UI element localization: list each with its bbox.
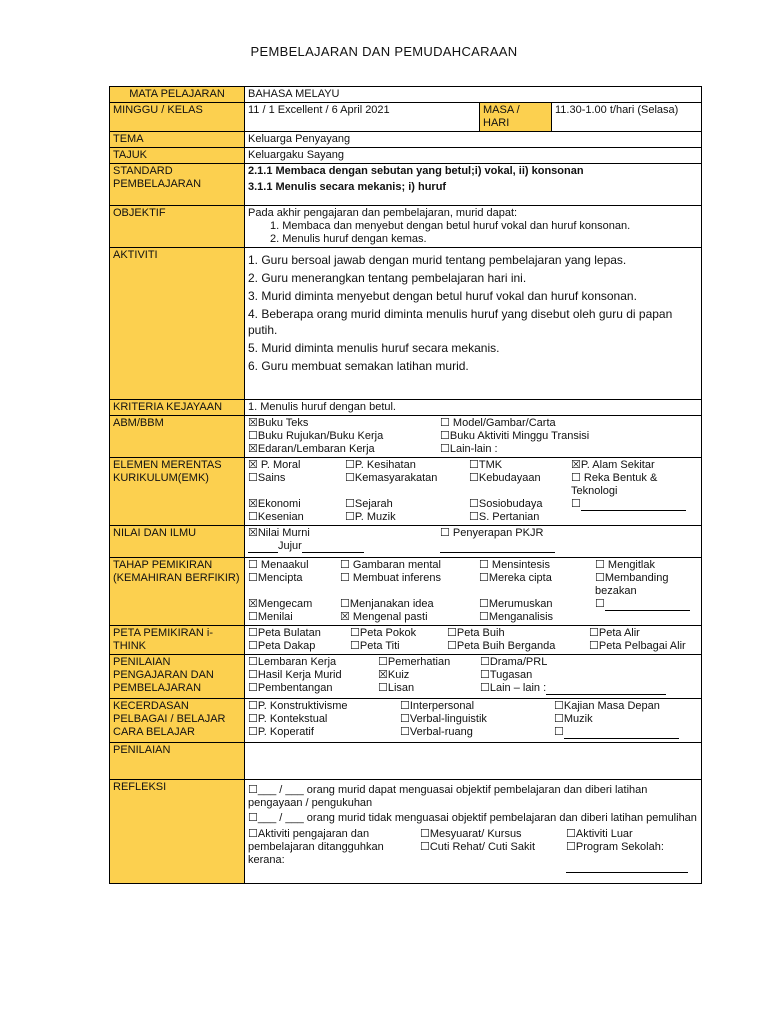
nilai-murni-option[interactable]: ☒Nilai Murni [248,527,310,539]
refleksi-mesyuarat[interactable]: ☐Mesyuarat/ Kursus [420,828,522,840]
abm-label: ABM/BBM [110,416,245,458]
tahap-option[interactable]: ☐Mencipta [248,572,303,584]
penilaian-option[interactable]: ☐Lembaran Kerja [248,656,337,668]
lesson-plan-table [109,86,702,884]
masa-value: 11.30-1.00 t/hari (Selasa) [552,103,702,132]
abm-value [245,416,702,458]
penilaian-pdp-value [245,655,702,699]
peta-option[interactable]: ☐Peta Pelbagai Alir [589,640,686,652]
emk-option[interactable]: ☐Sosiobudaya [469,498,543,510]
emk-option[interactable]: ☒Ekonomi [248,498,301,510]
peta-value [245,626,702,655]
objektif-item: 1. Membaca dan menyebut dengan betul huruf vokal dan huruf konsonan. [270,220,631,232]
abm-option[interactable]: ☐Buku Rujukan/Buku Kerja [248,430,384,442]
kriteria-label: KRITERIA KEJAYAAN [110,400,245,416]
kecerdasan-option[interactable]: ☐P. Kontekstual [248,713,328,725]
tahap-option[interactable]: ☐ Mengitlak [595,559,655,571]
kecerdasan-value [245,699,702,743]
refleksi-ditangguhkan[interactable]: ☐Aktiviti pengajaran dan pembelajaran ditangguhkan kerana: [248,828,384,866]
row-penilaian-pdp [110,655,702,699]
kecerdasan-option[interactable]: ☐Verbal-linguistik [400,713,487,725]
tahap-option[interactable]: ☐Mereka cipta [479,572,552,584]
pkjr-blank-line [440,540,698,553]
row-standard [110,164,702,206]
tahap-value [245,558,702,626]
aktiviti-item: 3. Murid diminta menyebut dengan betul huruf vokal dan huruf konsonan. [248,289,637,303]
row-kriteria [110,400,702,416]
penilaian-option[interactable]: ☐Tugasan [480,669,533,681]
standard-value [245,164,702,206]
abm-option[interactable]: ☒Buku Teks [248,417,309,429]
tahap-option[interactable]: ☐Menjanakan idea [340,598,434,610]
penilaian-option[interactable]: ☐Pembentangan [248,682,333,694]
row-peta [110,626,702,655]
standard-item: 2.1.1 Membaca dengan sebutan yang betul;i) vokal, ii) konsonan [248,165,584,177]
tahap-option[interactable]: ☒ Mengenal pasti [340,611,428,623]
penilaian-option[interactable]: ☐Pemerhatian [378,656,451,668]
refleksi-col3 [566,828,698,873]
objektif-intro: Pada akhir pengajaran dan pembelajaran, murid dapat: [248,207,518,219]
nilai-label: NILAI DAN ILMU [110,526,245,558]
tahap-option[interactable]: ☐ Gambaran mental [340,559,441,571]
row-mata-pelajaran [110,87,702,103]
refleksi-line-pengayaan[interactable]: ☐___ / ___ orang murid dapat menguasai objektif pembelajaran dan diberi latihan pengayaan / pengukuhan [248,784,648,809]
tajuk-value: Keluargaku Sayang [245,148,702,164]
objektif-label: OBJEKTIF [110,206,245,248]
abm-option[interactable]: ☐ Model/Gambar/Carta [440,417,556,429]
page-title: PEMBELAJARAN DAN PEMUDAHCARAAN [250,44,518,59]
row-emk [110,458,702,526]
peta-option[interactable]: ☐Peta Bulatan [248,627,321,639]
kecerdasan-option[interactable]: ☐Verbal-ruang [400,726,473,738]
objektif-value [245,206,702,248]
emk-option[interactable]: ☐Sejarah [345,498,393,510]
penilaian-pdp-label: PENILAIAN PENGAJARAN DAN PEMBELAJARAN [110,655,245,699]
row-abm [110,416,702,458]
standard-item: 3.1.1 Menulis secara mekanis; i) huruf [248,181,447,193]
tahap-label: TAHAP PEMIKIRAN (KEMAHIRAN BERFIKIR) [110,558,245,626]
mata-pelajaran-value: BAHASA MELAYU [245,87,702,103]
abm-option[interactable]: ☐Lain-lain : [440,443,498,455]
emk-label: ELEMEN MERENTAS KURIKULUM(EMK) [110,458,245,526]
penilaian-option[interactable]: ☒Kuiz [378,669,410,681]
penilaian-label: PENILAIAN [110,743,245,780]
tema-value: Keluarga Penyayang [245,132,702,148]
tahap-option[interactable]: ☐ Menaakul [248,559,309,571]
refleksi-line-pemulihan[interactable]: ☐___ / ___ orang murid tidak menguasai objektif pembelajaran dan diberi latihan pemulihan [248,812,697,824]
masa-label: MASA / HARI [480,103,552,132]
tahap-option[interactable]: ☐ Membuat inferens [340,572,441,584]
aktiviti-value [245,248,702,400]
row-tema [110,132,702,148]
peta-option[interactable]: ☐Peta Dakap [248,640,316,652]
refleksi-program-sekolah[interactable]: ☐Program Sekolah: [566,841,664,853]
row-tahap [110,558,702,626]
pkjr-option[interactable]: ☐ Penyerapan PKJR [440,527,544,539]
emk-option[interactable]: ☐ Reka Bentuk & Teknologi [571,472,658,497]
kecerdasan-option-other[interactable]: ☐ [554,726,698,739]
nilai-jujur-line: Jujur [248,540,438,553]
penilaian-option[interactable]: ☐Hasil Kerja Murid [248,669,342,681]
emk-empty [571,511,698,524]
tahap-empty [595,611,698,624]
abm-option[interactable]: ☒Edaran/Lembaran Kerja [248,443,375,455]
tahap-option[interactable]: ☐Menilai [248,611,293,623]
emk-option[interactable]: ☐P. Muzik [345,511,396,523]
tahap-option[interactable]: ☐ Mensintesis [479,559,550,571]
aktiviti-item: 5. Murid diminta menulis huruf secara mekanis. [248,341,500,355]
row-kecerdasan [110,699,702,743]
penilaian-option-other[interactable]: ☐Lain – lain : [480,682,698,695]
kecerdasan-label: KECERDASAN PELBAGAI / BELAJAR CARA BELAJAR [110,699,245,743]
kecerdasan-option[interactable]: ☐P. Koperatif [248,726,314,738]
tahap-option[interactable]: ☐Membanding bezakan [595,572,669,597]
row-refleksi [110,780,702,884]
abm-option[interactable]: ☐Buku Aktiviti Minggu Transisi [440,430,590,442]
kecerdasan-option[interactable]: ☐Kajian Masa Depan [554,700,660,712]
emk-option[interactable]: ☐Kesenian [248,511,304,523]
minggu-value: 11 / 1 Excellent / 6 April 2021 [245,103,480,132]
refleksi-label: REFLEKSI [110,780,245,884]
peta-option[interactable]: ☐Peta Buih [447,627,505,639]
penilaian-option[interactable]: ☐Drama/PRL [480,656,548,668]
refleksi-col2 [420,828,566,873]
standard-label: STANDARD PEMBELAJARAN [110,164,245,206]
aktiviti-label: AKTIVITI [110,248,245,400]
refleksi-cuti[interactable]: ☐Cuti Rehat/ Cuti Sakit [420,841,536,853]
tahap-option[interactable]: ☐Menganalisis [479,611,554,623]
penilaian-value[interactable] [245,743,702,780]
nilai-value [245,526,702,558]
aktiviti-item: 4. Beberapa orang murid diminta menulis huruf yang disebut oleh guru di papan putih. [248,307,673,337]
aktiviti-item: 2. Guru menerangkan tentang pembelajaran hari ini. [248,271,527,285]
emk-option[interactable]: ☐Sains [248,472,286,484]
emk-value [245,458,702,526]
tahap-option[interactable]: ☐Merumuskan [479,598,553,610]
aktiviti-item: 1. Guru bersoal jawab dengan murid tentang pembelajaran yang lepas. [248,253,627,267]
mata-pelajaran-label: MATA PELAJARAN [110,87,245,103]
peta-option[interactable]: ☐Peta Titi [350,640,400,652]
emk-option[interactable]: ☒P. Alam Sekitar [571,459,655,471]
emk-option-other[interactable]: ☐ [571,498,698,511]
tajuk-label: TAJUK [110,148,245,164]
row-penilaian [110,743,702,780]
emk-option[interactable]: ☒ P. Moral [248,459,301,471]
row-tajuk [110,148,702,164]
emk-option[interactable]: ☐S. Pertanian [469,511,540,523]
kriteria-value: 1. Menulis huruf dengan betul. [245,400,702,416]
kecerdasan-option[interactable]: ☐Muzik [554,713,593,725]
row-objektif [110,206,702,248]
peta-option[interactable]: ☐Peta Alir [589,627,640,639]
aktiviti-item: 6. Guru membuat semakan latihan murid. [248,359,469,373]
emk-option[interactable]: ☐P. Kesihatan [345,459,416,471]
peta-label: PETA PEMIKIRAN i-THINK [110,626,245,655]
peta-option[interactable]: ☐Peta Pokok [350,627,417,639]
emk-option[interactable]: ☐TMK [469,459,503,471]
kecerdasan-option[interactable]: ☐Interpersonal [400,700,475,712]
minggu-label: MINGGU / KELAS [110,103,245,132]
row-minggu [110,103,702,132]
tahap-option-other[interactable]: ☐ [595,598,698,611]
penilaian-option[interactable]: ☐Lisan [378,682,415,694]
program-sekolah-blank [566,861,688,873]
emk-option[interactable]: ☐Kemasyarakatan [345,472,438,484]
objektif-item: 2. Menulis huruf dengan kemas. [270,233,427,245]
refleksi-aktiviti-luar[interactable]: ☐Aktiviti Luar [566,828,633,840]
tema-label: TEMA [110,132,245,148]
tahap-option[interactable]: ☒Mengecam [248,598,313,610]
row-nilai [110,526,702,558]
peta-option[interactable]: ☐Peta Buih Berganda [447,640,556,652]
refleksi-value [245,780,702,884]
emk-option[interactable]: ☐Kebudayaan [469,472,541,484]
row-aktiviti [110,248,702,400]
kecerdasan-option[interactable]: ☐P. Konstruktivisme [248,700,348,712]
